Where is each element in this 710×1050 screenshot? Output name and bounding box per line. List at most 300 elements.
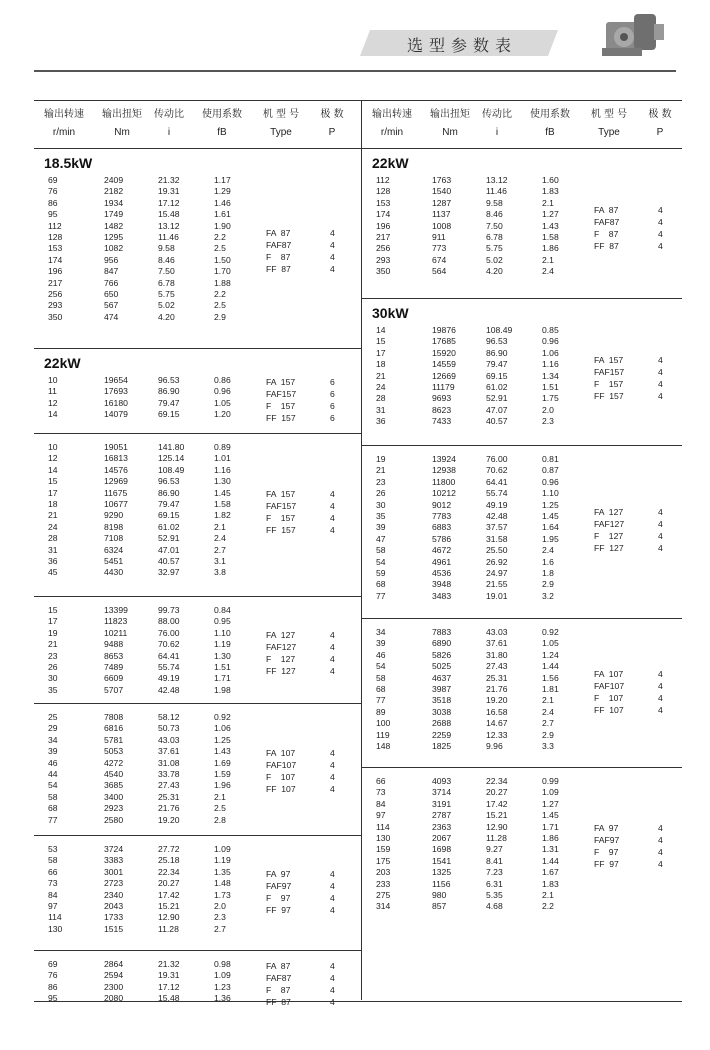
cell-poles: 4 <box>330 228 335 239</box>
cell-ratio: 43.03 <box>158 734 180 745</box>
cell-factor: 1.16 <box>214 464 231 475</box>
cell-model: FA 97 <box>594 823 619 834</box>
cell-torque: 2182 <box>104 186 124 197</box>
cell-torque: 17685 <box>432 336 456 347</box>
cell-factor: 1.06 <box>542 347 559 358</box>
cell-model: FAF127 <box>594 519 625 530</box>
cell-factor: 2.2 <box>542 901 554 912</box>
cell-ratio: 12.90 <box>158 912 180 923</box>
cell-factor: 1.05 <box>542 638 559 649</box>
cell-ratio: 141.80 <box>158 442 185 452</box>
cell-speed: 25 <box>48 712 58 722</box>
cell-poles: 4 <box>330 653 335 664</box>
cell-ratio: 15.48 <box>158 209 180 220</box>
cell-factor: 2.7 <box>542 718 554 729</box>
cell-poles: 4 <box>658 859 663 870</box>
cell-factor: 2.5 <box>214 803 226 814</box>
cell-speed: 114 <box>48 912 62 923</box>
header-model-zh: 机 型 号 <box>262 109 300 120</box>
cell-torque: 2864 <box>104 959 124 969</box>
cell-model: FF 107 <box>266 784 296 794</box>
cell-speed: 39 <box>48 746 58 757</box>
header-speed <box>364 100 420 140</box>
cell-factor: 2.9 <box>542 729 554 740</box>
power-block <box>362 619 682 768</box>
cell-factor: 1.30 <box>214 476 231 487</box>
cell-torque: 956 <box>104 254 119 265</box>
cell-speed: 68 <box>48 803 58 814</box>
cell-torque: 3400 <box>104 791 124 802</box>
cell-poles: 4 <box>330 629 335 640</box>
header-poles <box>312 100 352 140</box>
cell-factor: 1.86 <box>542 832 559 843</box>
cell-factor: 1.46 <box>214 197 231 208</box>
cell-factor: 1.10 <box>214 627 231 638</box>
cell-torque: 4637 <box>432 672 452 683</box>
cell-ratio: 17.12 <box>158 981 180 992</box>
cell-model: F 107 <box>266 772 296 782</box>
cell-torque: 2787 <box>432 810 452 821</box>
cell-torque: 6890 <box>432 638 452 649</box>
cell-ratio: 19.20 <box>486 695 508 706</box>
cell-torque: 2923 <box>104 803 124 814</box>
cell-factor: 2.4 <box>542 706 554 717</box>
cell-poles: 4 <box>658 704 663 715</box>
cell-ratio: 64.41 <box>158 650 180 661</box>
header-model <box>252 100 310 140</box>
cell-speed: 14 <box>48 464 58 475</box>
cell-speed: 35 <box>48 684 58 695</box>
cell-factor: 1.27 <box>542 798 559 809</box>
cell-torque: 3383 <box>104 855 124 866</box>
cell-factor: 1.09 <box>542 787 559 798</box>
cell-torque: 12969 <box>104 476 128 487</box>
cell-torque: 9693 <box>432 393 452 404</box>
cell-model: FAF157 <box>594 367 625 378</box>
cell-poles: 4 <box>658 355 663 366</box>
cell-ratio: 5.02 <box>486 254 503 265</box>
cell-ratio: 43.03 <box>486 627 508 637</box>
cell-speed: 58 <box>48 791 58 802</box>
cell-speed: 12 <box>48 453 58 464</box>
cell-ratio: 55.74 <box>486 488 508 499</box>
cell-factor: 1.35 <box>214 866 231 877</box>
cell-speed: 39 <box>376 522 386 533</box>
cell-torque: 2409 <box>104 175 124 185</box>
cell-poles: 4 <box>330 772 335 782</box>
cell-torque: 8198 <box>104 521 124 532</box>
cell-torque: 2594 <box>104 970 124 981</box>
cell-speed: 58 <box>48 855 58 866</box>
cell-ratio: 25.31 <box>158 791 180 802</box>
cell-speed: 46 <box>376 649 386 660</box>
cell-torque: 7883 <box>432 627 452 637</box>
cell-ratio: 25.50 <box>486 545 508 556</box>
cell-poles: 4 <box>330 665 335 676</box>
cell-ratio: 6.31 <box>486 878 503 889</box>
power-block <box>34 704 361 836</box>
cell-torque: 1008 <box>432 220 452 231</box>
power-block <box>362 299 682 446</box>
cell-factor: 1.09 <box>214 844 231 854</box>
cell-speed: 68 <box>376 579 386 590</box>
cell-factor: 0.96 <box>542 336 559 347</box>
cell-speed: 86 <box>48 981 58 992</box>
cell-factor: 1.82 <box>214 510 231 521</box>
cell-factor: 1.61 <box>214 209 231 220</box>
cell-factor: 3.2 <box>542 590 554 601</box>
cell-factor: 1.71 <box>542 821 559 832</box>
cell-ratio: 5.02 <box>158 300 175 311</box>
header-factor-en: fB <box>217 127 227 138</box>
cell-model: FF 97 <box>594 859 619 870</box>
cell-factor: 1.05 <box>214 397 231 408</box>
cell-torque: 2067 <box>432 832 452 843</box>
cell-speed: 174 <box>48 254 63 265</box>
cell-model: FF 87 <box>266 996 291 1007</box>
cell-model: FAF107 <box>594 680 625 691</box>
cell-poles: 4 <box>330 892 335 903</box>
cell-torque: 3483 <box>432 590 452 601</box>
cell-ratio: 32.97 <box>158 567 180 578</box>
power-block <box>34 349 361 434</box>
header-poles-zh: 极 数 <box>648 109 672 120</box>
cell-factor: 2.9 <box>542 579 554 590</box>
cell-factor: 1.70 <box>214 266 231 277</box>
cell-speed: 19 <box>376 454 386 464</box>
cell-torque: 674 <box>432 254 447 265</box>
cell-torque: 911 <box>432 231 446 242</box>
cell-ratio: 96.53 <box>158 476 180 487</box>
cell-torque: 857 <box>432 901 447 912</box>
power-block <box>34 434 361 597</box>
cell-model: FF 127 <box>266 665 296 676</box>
cell-ratio: 4.20 <box>486 266 503 277</box>
cell-torque: 4536 <box>432 567 452 578</box>
cell-poles: 4 <box>330 984 335 995</box>
cell-ratio: 25.31 <box>486 672 508 683</box>
cell-model: FF 157 <box>266 412 296 423</box>
cell-ratio: 26.92 <box>486 556 508 567</box>
cell-speed: 84 <box>48 889 58 900</box>
cell-torque: 19654 <box>104 375 128 385</box>
power-label: 22kW <box>44 355 81 371</box>
cell-ratio: 11.46 <box>158 231 179 242</box>
cell-speed: 11 <box>48 386 57 397</box>
cell-factor: 2.5 <box>214 300 226 311</box>
header-speed-zh: 输出转速 <box>372 109 412 120</box>
cell-model: F 127 <box>266 653 296 664</box>
header-speed-en: r/min <box>52 127 76 138</box>
cell-factor: 2.7 <box>214 544 226 555</box>
cell-torque: 766 <box>104 277 119 288</box>
cell-torque: 1763 <box>432 175 452 185</box>
cell-speed: 30 <box>376 499 386 510</box>
cell-torque: 4272 <box>104 757 124 768</box>
cell-torque: 6883 <box>432 522 452 533</box>
cell-torque: 14079 <box>104 409 128 420</box>
cell-poles: 4 <box>330 972 335 983</box>
cell-factor: 1.34 <box>542 370 559 381</box>
cell-factor: 2.8 <box>214 814 226 825</box>
cell-model: FA 87 <box>594 205 619 216</box>
cell-poles: 4 <box>330 868 335 879</box>
cell-ratio: 7.23 <box>486 867 503 878</box>
cell-ratio: 17.12 <box>158 197 180 208</box>
header-torque-en: Nm <box>442 127 458 138</box>
cell-speed: 217 <box>48 277 63 288</box>
cell-poles: 4 <box>658 531 663 542</box>
cell-torque: 13399 <box>104 605 128 615</box>
cell-poles: 4 <box>330 880 335 891</box>
cell-ratio: 61.02 <box>486 381 508 392</box>
cell-factor: 1.17 <box>214 175 231 185</box>
cell-torque: 6609 <box>104 673 124 684</box>
cell-factor: 1.30 <box>214 650 231 661</box>
cell-torque: 2300 <box>104 981 124 992</box>
cell-factor: 1.56 <box>542 672 559 683</box>
cell-torque: 2080 <box>104 993 124 1004</box>
cell-ratio: 5.75 <box>158 288 175 299</box>
cell-ratio: 13.12 <box>486 175 508 185</box>
cell-speed: 28 <box>48 533 58 544</box>
cell-speed: 293 <box>376 254 391 265</box>
cell-factor: 2.1 <box>542 695 554 706</box>
cell-speed: 128 <box>48 231 63 242</box>
cell-ratio: 24.97 <box>486 567 508 578</box>
cell-speed: 77 <box>376 695 386 706</box>
cell-model: F 157 <box>594 379 624 390</box>
cell-ratio: 88.00 <box>158 616 180 627</box>
cell-ratio: 8.46 <box>486 209 503 220</box>
cell-speed: 275 <box>376 889 391 900</box>
cell-speed: 15 <box>48 476 58 487</box>
cell-ratio: 12.33 <box>486 729 508 740</box>
cell-ratio: 15.21 <box>486 810 508 821</box>
cell-torque: 567 <box>104 300 119 311</box>
cell-ratio: 4.20 <box>158 311 175 322</box>
cell-factor: 2.1 <box>542 197 554 208</box>
cell-ratio: 79.47 <box>158 498 180 509</box>
power-label: 22kW <box>372 155 409 171</box>
power-block <box>362 446 682 619</box>
cell-model: FF 97 <box>266 904 291 915</box>
cell-ratio: 64.41 <box>486 476 508 487</box>
cell-ratio: 42.48 <box>486 510 508 521</box>
cell-factor: 1.75 <box>542 393 559 404</box>
cell-model: FAF97 <box>594 835 620 846</box>
cell-ratio: 37.57 <box>486 522 508 533</box>
cell-speed: 36 <box>48 555 58 566</box>
cell-factor: 2.1 <box>214 791 226 802</box>
cell-torque: 12669 <box>432 370 456 381</box>
cell-torque: 13924 <box>432 454 456 464</box>
cell-speed: 100 <box>376 718 391 729</box>
header-factor <box>194 100 250 140</box>
cell-factor: 1.8 <box>542 567 554 578</box>
cell-speed: 293 <box>48 300 63 311</box>
cell-speed: 95 <box>48 209 58 220</box>
cell-torque: 1287 <box>432 197 452 208</box>
cell-factor: 1.98 <box>214 684 231 695</box>
cell-ratio: 14.67 <box>486 718 508 729</box>
header-ratio-zh: 传动比 <box>482 109 512 120</box>
cell-model: FF 127 <box>594 543 624 554</box>
cell-speed: 19 <box>48 627 58 638</box>
cell-poles: 4 <box>658 823 663 834</box>
cell-torque: 847 <box>104 266 119 277</box>
cell-torque: 5053 <box>104 746 124 757</box>
cell-model: F 157 <box>266 513 296 524</box>
cell-speed: 21 <box>376 465 386 476</box>
cell-torque: 474 <box>104 311 119 322</box>
cell-ratio: 25.18 <box>158 855 180 866</box>
cell-poles: 4 <box>658 241 663 252</box>
cell-torque: 14576 <box>104 464 128 475</box>
cell-torque: 3685 <box>104 780 124 791</box>
cell-ratio: 47.01 <box>158 544 180 555</box>
cell-ratio: 76.00 <box>486 454 508 464</box>
cell-poles: 4 <box>658 379 663 390</box>
cell-poles: 4 <box>330 489 335 500</box>
cell-model: FF 107 <box>594 704 624 715</box>
cell-factor: 1.58 <box>542 231 559 242</box>
cell-model: FA 87 <box>266 228 291 239</box>
cell-speed: 73 <box>48 878 58 889</box>
cell-torque: 4093 <box>432 776 452 786</box>
cell-torque: 3038 <box>432 706 452 717</box>
cell-ratio: 31.80 <box>486 649 508 660</box>
cell-speed: 29 <box>48 723 58 734</box>
cell-speed: 45 <box>48 567 58 578</box>
cell-model: FF 157 <box>266 525 296 536</box>
cell-speed: 175 <box>376 855 391 866</box>
cell-ratio: 7.50 <box>158 266 175 277</box>
cell-torque: 1749 <box>104 209 124 220</box>
cell-ratio: 9.96 <box>486 740 503 751</box>
cell-factor: 2.3 <box>214 912 226 923</box>
cell-ratio: 17.42 <box>486 798 508 809</box>
cell-poles: 4 <box>658 680 663 691</box>
cell-ratio: 96.53 <box>486 336 508 347</box>
cell-torque: 19876 <box>432 325 456 335</box>
cell-model: FA 127 <box>266 629 296 640</box>
cell-ratio: 69.15 <box>486 370 508 381</box>
cell-speed: 39 <box>376 638 386 649</box>
cell-ratio: 49.19 <box>486 499 508 510</box>
cell-speed: 66 <box>376 776 386 786</box>
cell-speed: 77 <box>376 590 386 601</box>
header-torque <box>422 100 478 140</box>
cell-poles: 4 <box>330 501 335 512</box>
cell-ratio: 108.49 <box>486 325 513 335</box>
cell-torque: 5781 <box>104 734 124 745</box>
cell-ratio: 5.75 <box>486 243 503 254</box>
cell-factor: 1.23 <box>214 981 231 992</box>
cell-torque: 4540 <box>104 768 124 779</box>
cell-factor: 1.71 <box>214 673 231 684</box>
cell-speed: 28 <box>376 393 386 404</box>
header-model <box>580 100 638 140</box>
cell-torque: 3987 <box>432 683 452 694</box>
cell-ratio: 76.00 <box>158 627 180 638</box>
cell-ratio: 19.01 <box>486 590 508 601</box>
cell-ratio: 69.15 <box>158 409 180 420</box>
cell-speed: 58 <box>376 545 386 556</box>
cell-speed: 44 <box>48 768 58 779</box>
cell-torque: 1733 <box>104 912 124 923</box>
cell-ratio: 20.27 <box>158 878 180 889</box>
cell-torque: 7489 <box>104 661 124 672</box>
column-header <box>34 100 361 149</box>
header-poles-en: P <box>656 127 664 138</box>
cell-model: FAF87 <box>266 972 292 983</box>
cell-factor: 1.51 <box>214 661 231 672</box>
cell-speed: 112 <box>48 220 62 231</box>
cell-factor: 1.16 <box>542 359 559 370</box>
header-torque-en: Nm <box>114 127 130 138</box>
cell-torque: 650 <box>104 288 119 299</box>
cell-poles: 4 <box>658 847 663 858</box>
cell-factor: 0.96 <box>214 386 231 397</box>
cell-poles: 4 <box>330 760 335 770</box>
cell-ratio: 52.91 <box>486 393 508 404</box>
cell-speed: 153 <box>376 197 391 208</box>
left-column <box>34 100 361 1016</box>
cell-speed: 233 <box>376 878 391 889</box>
cell-ratio: 49.19 <box>158 673 180 684</box>
cell-speed: 15 <box>48 605 58 615</box>
cell-poles: 4 <box>330 240 335 251</box>
cell-ratio: 79.47 <box>158 397 180 408</box>
cell-torque: 1540 <box>432 186 452 197</box>
cell-factor: 2.0 <box>542 404 554 415</box>
cell-speed: 114 <box>376 821 390 832</box>
cell-factor: 1.43 <box>542 220 559 231</box>
cell-speed: 77 <box>48 814 58 825</box>
header-model-zh: 机 型 号 <box>590 109 628 120</box>
header-factor-zh: 使用系数 <box>202 109 242 120</box>
cell-ratio: 99.73 <box>158 605 180 615</box>
cell-model: FAF87 <box>594 217 620 228</box>
cell-model: FA 127 <box>594 507 624 518</box>
cell-speed: 17 <box>48 487 58 498</box>
cell-torque: 10677 <box>104 498 128 509</box>
cell-ratio: 33.78 <box>158 768 180 779</box>
cell-speed: 69 <box>48 175 58 185</box>
power-block <box>362 149 682 299</box>
cell-factor: 1.59 <box>214 768 231 779</box>
cell-speed: 24 <box>376 381 386 392</box>
cell-speed: 36 <box>376 416 386 427</box>
cell-torque: 1137 <box>432 209 451 220</box>
cell-torque: 11675 <box>104 487 128 498</box>
cell-factor: 1.25 <box>542 499 559 510</box>
cell-torque: 3724 <box>104 844 124 854</box>
cell-factor: 0.96 <box>542 476 559 487</box>
cell-speed: 350 <box>376 266 391 277</box>
cell-speed: 76 <box>48 970 58 981</box>
cell-poles: 4 <box>658 692 663 703</box>
cell-ratio: 16.58 <box>486 706 508 717</box>
cell-poles: 4 <box>330 748 335 758</box>
cell-torque: 3518 <box>432 695 452 706</box>
cell-model: F 107 <box>594 692 624 703</box>
cell-model: FA 157 <box>266 376 296 387</box>
cell-factor: 1.50 <box>214 254 231 265</box>
cell-factor: 1.90 <box>214 220 231 231</box>
cell-poles: 4 <box>658 519 663 530</box>
